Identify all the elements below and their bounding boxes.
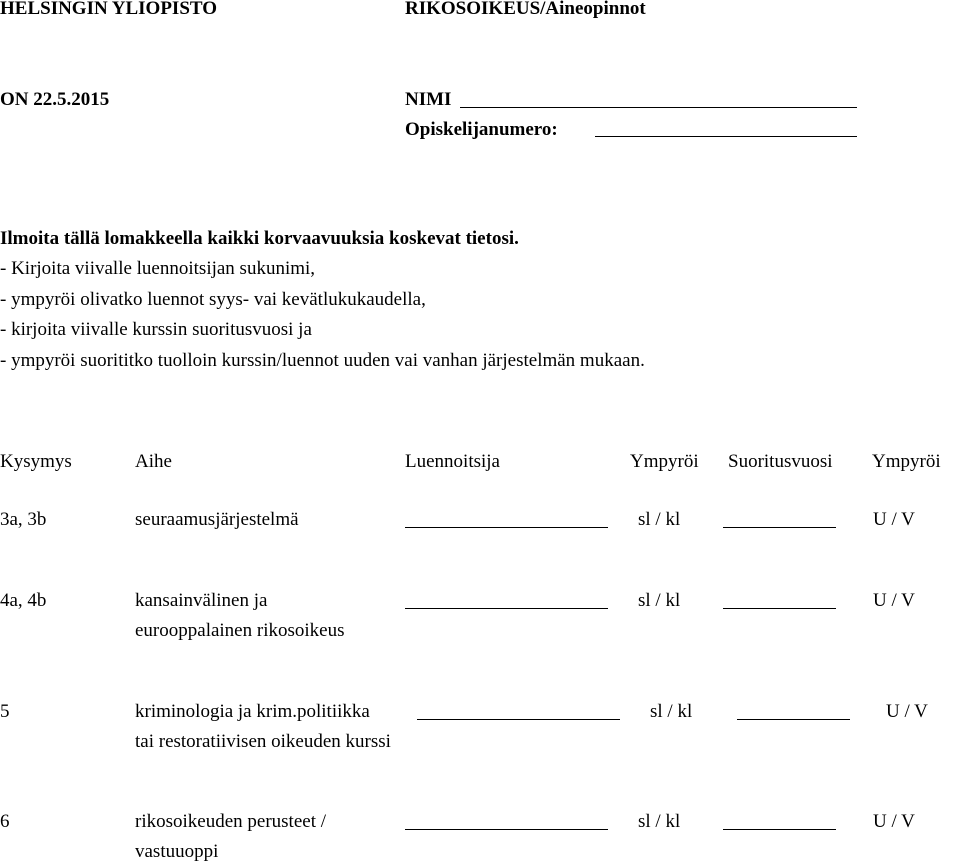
- name-input-line[interactable]: [460, 107, 857, 108]
- column-header-question: Kysymys: [0, 451, 72, 472]
- column-header-topic: Aihe: [135, 451, 172, 472]
- row-question: 5: [0, 701, 10, 722]
- instruction-line: - Kirjoita viivalle luennoitsijan sukunimi,: [0, 258, 316, 279]
- system-choice[interactable]: U / V: [873, 590, 915, 611]
- semester-choice[interactable]: sl / kl: [650, 701, 693, 722]
- column-header-year: Suoritusvuosi: [728, 451, 833, 472]
- row-topic-continued: eurooppalainen rikosoikeus: [135, 620, 345, 641]
- student-number-label: Opiskelijanumero:: [405, 119, 558, 140]
- department-name: RIKOSOIKEUS/Aineopinnot: [405, 0, 646, 19]
- system-choice[interactable]: U / V: [873, 811, 915, 832]
- semester-choice[interactable]: sl / kl: [638, 811, 681, 832]
- row-topic: kansainvälinen ja: [135, 590, 268, 611]
- year-input-line[interactable]: [737, 719, 850, 720]
- lecturer-input-line[interactable]: [417, 719, 620, 720]
- row-topic: rikosoikeuden perusteet /: [135, 811, 327, 832]
- row-question: 3a, 3b: [0, 509, 47, 530]
- name-label: NIMI: [405, 89, 452, 110]
- instruction-line: - kirjoita viivalle kurssin suoritusvuosi ja: [0, 319, 312, 340]
- lecturer-input-line[interactable]: [405, 527, 608, 528]
- instructions-intro: Ilmoita tällä lomakkeella kaikki korvaavuuksia koskevat tietosi.: [0, 228, 519, 249]
- column-header-semester: Ympyröi: [630, 451, 699, 472]
- lecturer-input-line[interactable]: [405, 608, 608, 609]
- row-topic: seuraamusjärjestelmä: [135, 509, 299, 530]
- row-topic: kriminologia ja krim.politiikka: [135, 701, 370, 722]
- row-topic-continued: vastuuoppi: [135, 841, 219, 862]
- lecturer-input-line[interactable]: [405, 829, 608, 830]
- year-input-line[interactable]: [723, 527, 836, 528]
- row-topic-continued: tai restoratiivisen oikeuden kurssi: [135, 731, 391, 752]
- year-input-line[interactable]: [723, 829, 836, 830]
- instruction-line: - ympyröi olivatko luennot syys- vai kevätlukukaudella,: [0, 289, 426, 310]
- row-question: 6: [0, 811, 10, 832]
- exam-date: ON 22.5.2015: [0, 89, 110, 110]
- year-input-line[interactable]: [723, 608, 836, 609]
- semester-choice[interactable]: sl / kl: [638, 509, 681, 530]
- system-choice[interactable]: U / V: [886, 701, 928, 722]
- university-name: HELSINGIN YLIOPISTO: [0, 0, 217, 19]
- system-choice[interactable]: U / V: [873, 509, 915, 530]
- semester-choice[interactable]: sl / kl: [638, 590, 681, 611]
- instruction-line: - ympyröi suorititko tuolloin kurssin/luennot uuden vai vanhan järjestelmän mukaan.: [0, 350, 645, 371]
- column-header-lecturer: Luennoitsija: [405, 451, 500, 472]
- student-number-input-line[interactable]: [595, 136, 857, 137]
- row-question: 4a, 4b: [0, 590, 47, 611]
- column-header-system: Ympyröi: [872, 451, 941, 472]
